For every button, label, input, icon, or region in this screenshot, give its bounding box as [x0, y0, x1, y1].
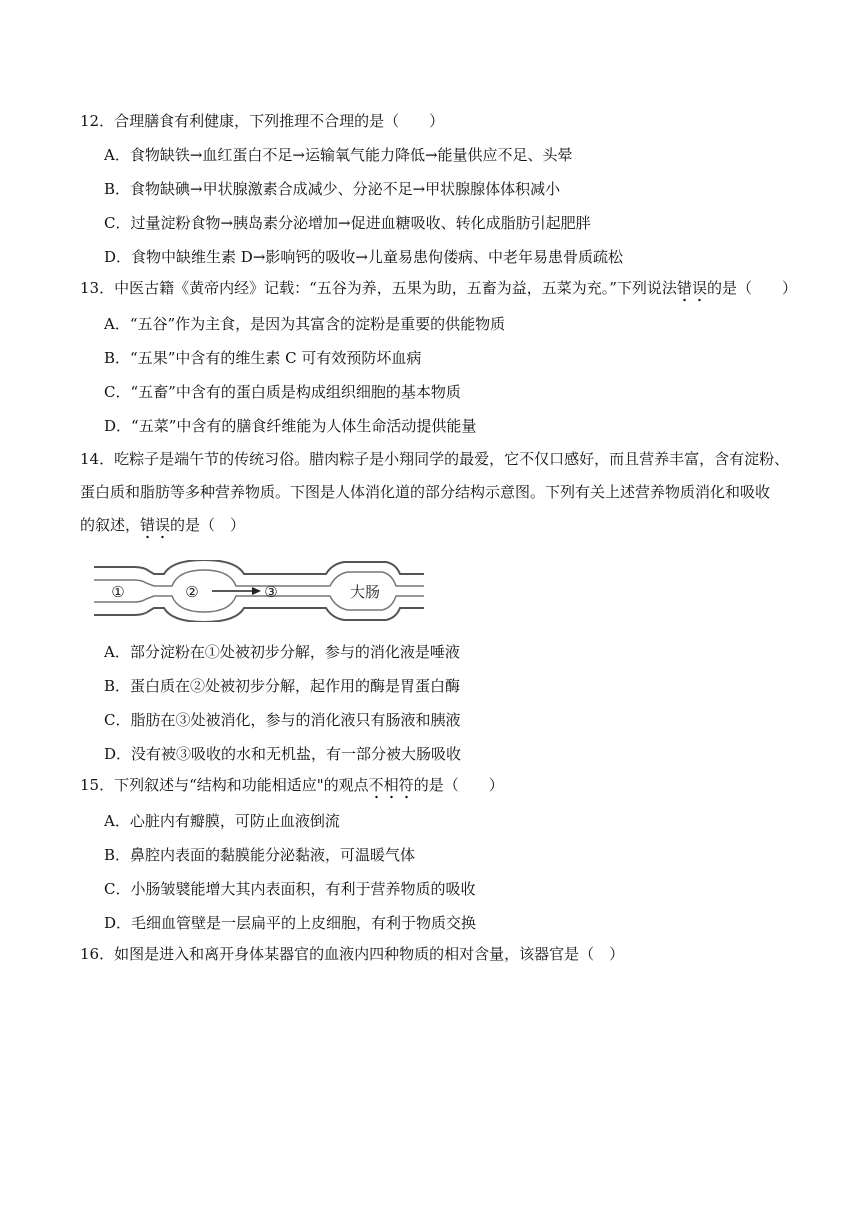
question-12-option-a: A．食物缺铁→血红蛋白不足→运输氧气能力降低→能量供应不足、头晕 — [104, 146, 573, 164]
question-15-stem-text: 15．下列叙述与“结构和功能相适应"的观点 — [80, 776, 369, 794]
question-15-option-d: D．毛细血管壁是一层扁平的上皮细胞，有利于物质交换 — [104, 914, 477, 932]
diagram-label-large-intestine: 大肠 — [349, 583, 381, 601]
diagram-label-3: ③ — [264, 583, 278, 601]
digestive-tract-diagram — [94, 560, 424, 622]
question-14-stem-line-1: 14．吃粽子是端午节的传统习俗。腊肉粽子是小翔同学的最爱，它不仅口感好，而且营养丰富，含有淀粉、 — [80, 450, 790, 468]
question-14-option-d: D．没有被③吸收的水和无机盐，有一部分被大肠吸收 — [104, 745, 462, 763]
question-13-stem-text: 13．中医古籍《黄帝内经》记载：“五谷为养，五果为助，五畜为益，五菜为充。”下列说法 — [80, 279, 677, 297]
question-13-emphasis: 错误 — [677, 279, 707, 302]
question-12-option-d: D．食物中缺维生素 D→影响钙的吸收→儿童易患佝偻病、中老年易患骨质疏松 — [104, 248, 623, 266]
question-14-stem-end: 的是（ ） — [170, 516, 246, 534]
question-14-option-a: A．部分淀粉在①处被初步分解，参与的消化液是唾液 — [104, 643, 460, 661]
question-15-stem — [80, 775, 504, 795]
question-13-option-a: A．“五谷”作为主食，是因为其富含的淀粉是重要的供能物质 — [104, 315, 506, 333]
question-16-stem: 16．如图是进入和离开身体某器官的血液内四种物质的相对含量，该器官是（ ） — [80, 945, 625, 963]
question-14-emphasis: 错误 — [140, 516, 170, 539]
question-14-option-b: B．蛋白质在②处被初步分解，起作用的酶是胃蛋白酶 — [104, 677, 461, 695]
diagram-arrow-head — [252, 587, 261, 595]
question-14-stem-line-3 — [80, 515, 245, 535]
question-13-option-d: D．“五菜”中含有的膳食纤维能为人体生命活动提供能量 — [104, 417, 477, 435]
question-14-stem-text: 的叙述， — [80, 516, 141, 534]
diagram-label-2: ② — [185, 583, 199, 601]
question-13-option-c: C．“五畜”中含有的蛋白质是构成组织细胞的基本物质 — [104, 383, 461, 401]
question-12-option-b: B．食物缺碘→甲状腺激素合成减少、分泌不足→甲状腺腺体体积减小 — [104, 180, 561, 198]
question-14-stem-line-2: 蛋白质和脂肪等多种营养物质。下图是人体消化道的部分结构示意图。下列有关上述营养物质消化和吸收 — [80, 483, 771, 501]
question-13-stem — [80, 278, 797, 298]
question-15-option-b: B．鼻腔内表面的黏膜能分泌黏液，可温暖气体 — [104, 846, 416, 864]
question-15-option-c: C．小肠皱襞能增大其内表面积，有利于营养物质的吸收 — [104, 880, 476, 898]
question-15-option-a: A．心脏内有瓣膜，可防止血液倒流 — [104, 812, 340, 830]
question-13-option-b: B．“五果”中含有的维生素 C 可有效预防坏血病 — [104, 349, 422, 367]
question-15-stem-end: 的是（ ） — [413, 776, 504, 794]
question-14-option-c: C．脂肪在③处被消化，参与的消化液只有肠液和胰液 — [104, 711, 461, 729]
diagram-label-1: ① — [111, 583, 125, 601]
question-15-emphasis: 不相符 — [369, 776, 414, 799]
question-13-stem-end: 的是（ ） — [706, 279, 797, 297]
question-12-option-c: C．过量淀粉食物→胰岛素分泌增加→促进血糖吸收、转化成脂肪引起肥胖 — [104, 214, 591, 232]
question-12-stem: 12．合理膳食有利健康，下列推理不合理的是（ ） — [80, 112, 445, 130]
